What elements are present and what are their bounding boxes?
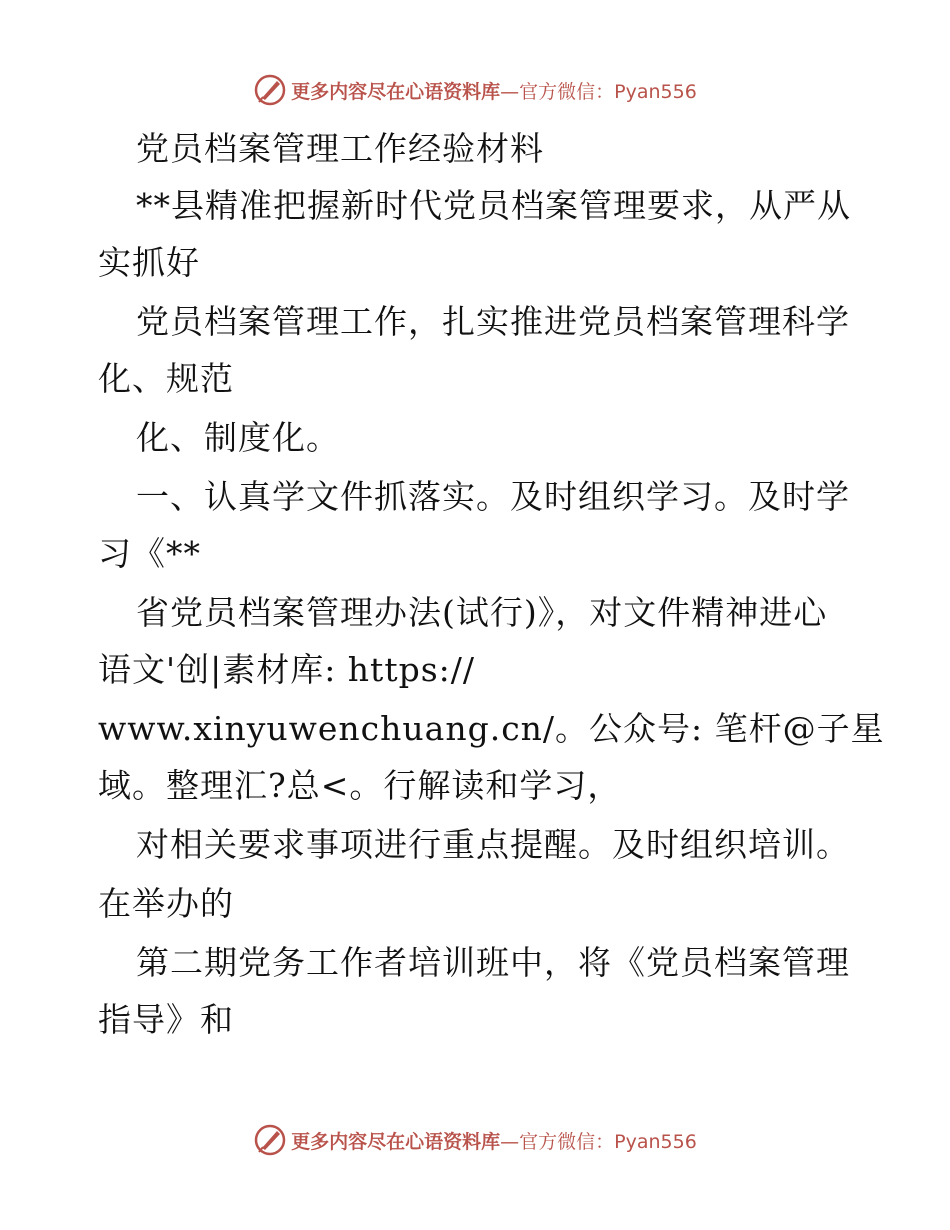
doc-line: 域。整理汇?总<。行解读和学习， [98, 766, 622, 805]
footer-banner [0, 1120, 950, 1160]
banner-wechat: —官方微信：Pyan556 [500, 1130, 697, 1153]
banner-title: 更多内容尽在心语资料库 [291, 1130, 501, 1153]
quill-pen-logo-icon [253, 1123, 287, 1157]
doc-line: www.xinyuwenchuang.cn/。公众号: 笔杆@子星 [98, 709, 885, 748]
doc-line: 化、规范 [98, 359, 234, 398]
banner-wechat: —官方微信：Pyan556 [500, 80, 697, 103]
doc-line: 对相关要求事项进行重点提醒。及时组织培训。 [136, 825, 850, 864]
quill-pen-logo-icon [253, 73, 287, 107]
doc-line: 党员档案管理工作，扎实推进党员档案管理科学 [136, 302, 850, 341]
doc-line: 第二期党务工作者培训班中，将《党员档案管理 [136, 943, 850, 982]
doc-line: 省党员档案管理办法(试行)》，对文件精神进心 [136, 593, 828, 632]
banner-title: 更多内容尽在心语资料库 [291, 80, 501, 103]
header-banner [0, 70, 950, 110]
doc-line: 习《** [98, 534, 201, 573]
doc-line: 实抓好 [98, 243, 200, 282]
doc-line: 在举办的 [98, 884, 234, 923]
doc-title: 党员档案管理工作经验材料 [136, 129, 544, 168]
doc-line: 化、制度化。 [136, 418, 340, 457]
doc-line: 指导》和 [98, 1000, 234, 1039]
doc-line: 语文'创|素材库: https:// [98, 650, 475, 689]
doc-line: 一、认真学文件抓落实。及时组织学习。及时学 [136, 477, 850, 516]
doc-line: **县精准把握新时代党员档案管理要求，从严从 [136, 186, 851, 225]
